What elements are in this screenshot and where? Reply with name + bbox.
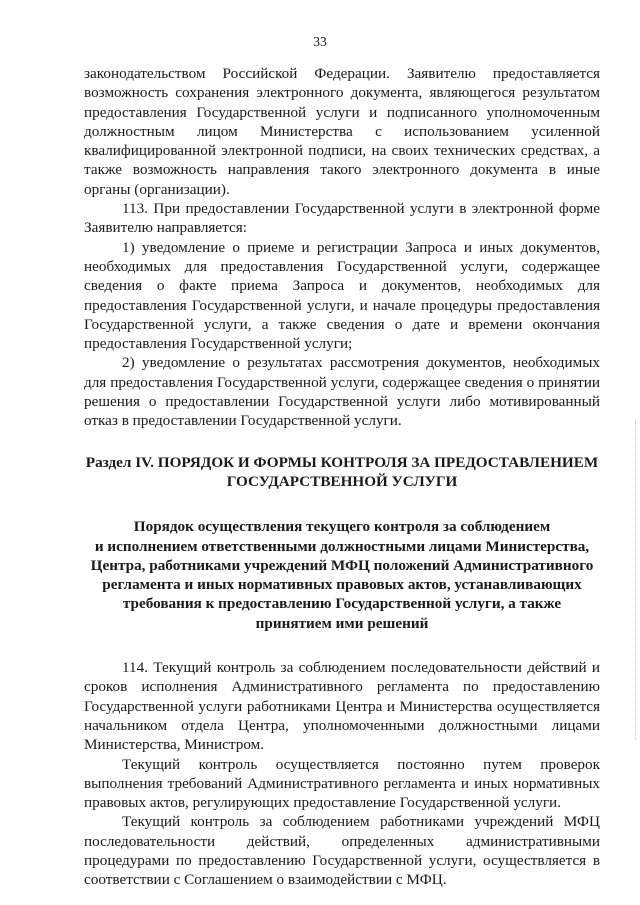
paragraph-114-current-control: Текущий контроль осуществляется постоянно путем проверок выполнения требований Административного регламента и иных нормативных правовых актов, регулирующих предоставление Государственной услуги. <box>84 755 600 812</box>
subsection-title-line-4: регламента и иных нормативных правовых актов, устанавливающих <box>102 576 582 594</box>
paragraph-114: 114. Текущий контроль за соблюдением последовательности действий и сроков исполнения Административного регламента по предоставлению Государственной услуги работниками Центра и Министерства осуществляется начальником отдела Центра, уполномоченными должностными лицами Министерства, Министром. <box>84 659 600 754</box>
subsection-title-line-3: Центра, работниками учреждений МФЦ положений Административного <box>90 556 594 574</box>
paragraph-113-item-1: 1) уведомление о приеме и регистрации Запроса и иных документов, необходимых для предоставления Государственной услуги, содержащее сведения о факте приема Запроса и документов, необходимых для предоставления Государственной услуги, и начале процедуры предоставления Государственной услуги, а также сведения о дате и времени окончания предоставления Государственной услуги; <box>84 238 600 353</box>
subsection-title-line-1: Порядок осуществления текущего контроля за соблюдением <box>133 518 551 536</box>
paragraph-continuation: законодательством Российской Федерации. Заявителю предоставляется возможность сохранения электронного документа, являющегося результатом предоставления Государственной услуги и подписанного уполномоченным должностным лицом Министерства с использованием усиленной квалифицированной электронной подписи, на своих технических средствах, а также возможность направления такого электронного документа в иные органы (организации). <box>84 65 600 198</box>
section-title-line-1: Раздел IV. ПОРЯДОК И ФОРМЫ КОНТРОЛЯ ЗА ПРЕДОСТАВЛЕНИЕМ <box>85 453 599 471</box>
subsection-title-line-5: требования к предоставлению Государственной услуги, а также <box>122 595 562 613</box>
subsection-title-line-2: и исполнением ответственными должностными лицами Министерства, <box>94 537 590 555</box>
subsection-title-line-6: принятием ими решений <box>255 614 429 632</box>
section-title <box>84 453 600 492</box>
page-number: 33 <box>313 34 327 49</box>
page-content <box>84 64 600 890</box>
paragraph-113-item-2: 2) уведомление о результатах рассмотрения документов, необходимых для предоставления Государственной услуги, содержащее сведения о принятии решения о предоставлении Государственной услуги либо мотивированный отказ в предоставлении Государственной услуги. <box>84 354 600 430</box>
section-title-line-2: ГОСУДАРСТВЕННОЙ УСЛУГИ <box>226 472 458 490</box>
subsection-title <box>84 517 600 633</box>
paragraph-113: 113. При предоставлении Государственной услуги в электронной форме Заявителю направляется: <box>84 200 600 237</box>
scan-margin-marks <box>632 420 636 740</box>
paragraph-114-mfc-control: Текущий контроль за соблюдением работниками учреждений МФЦ последовательности действий, определенных административными процедурами по предоставлению Государственной услуги, осуществляется в соответствии с Соглашением о взаимодействии с МФЦ. <box>84 813 600 889</box>
